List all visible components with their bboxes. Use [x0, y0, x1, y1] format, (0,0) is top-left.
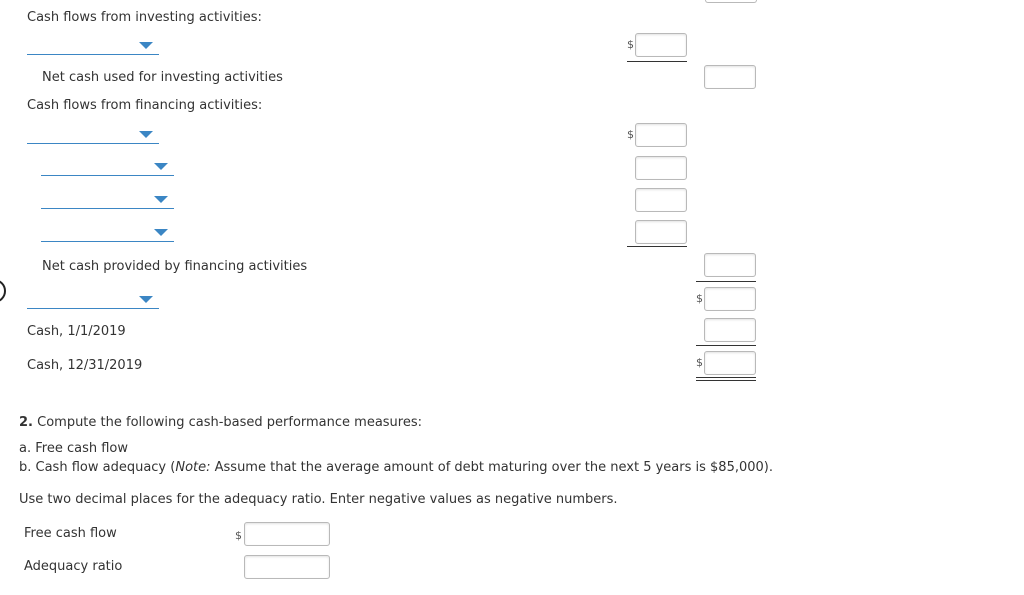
- question-prompt-text: Compute the following cash-based performance measures:: [37, 415, 423, 430]
- cropped-input-top: [705, 0, 757, 3]
- chevron-down-icon: [139, 296, 153, 303]
- financing-amount-input-1[interactable]: [635, 123, 687, 147]
- item-b-note-label: Note:: [175, 460, 211, 475]
- investing-underline: [627, 61, 687, 62]
- cash-end-input[interactable]: [704, 351, 756, 375]
- question-item-a: a. Free cash flow: [19, 441, 128, 456]
- net-investing-input[interactable]: [704, 65, 756, 89]
- cash-begin-underline: [696, 345, 756, 346]
- cash-end-label: Cash, 12/31/2019: [27, 358, 143, 373]
- chevron-down-icon: [139, 131, 153, 138]
- financing-dropdown-1[interactable]: [27, 127, 159, 144]
- financing-underline: [627, 246, 687, 247]
- adequacy-ratio-label: Adequacy ratio: [24, 559, 123, 574]
- financing-amount-input-4[interactable]: [635, 220, 687, 244]
- currency-symbol: $: [696, 292, 703, 305]
- net-financing-underline: [696, 281, 756, 282]
- financing-header: Cash flows from financing activities:: [27, 98, 263, 113]
- net-change-input[interactable]: [704, 287, 756, 311]
- question-item-b: [19, 460, 773, 475]
- question-instructions: Use two decimal places for the adequacy ratio. Enter negative values as negative numbers.: [19, 492, 618, 507]
- chevron-down-icon: [154, 163, 168, 170]
- question-number: 2.: [19, 415, 33, 430]
- chevron-down-icon: [154, 196, 168, 203]
- adequacy-ratio-input[interactable]: [244, 555, 330, 579]
- investing-header: Cash flows from investing activities:: [27, 10, 262, 25]
- question-2-prompt: [19, 415, 422, 430]
- financing-dropdown-2[interactable]: [41, 159, 174, 176]
- partial-circle-icon: [0, 279, 6, 303]
- currency-symbol: $: [627, 38, 634, 51]
- net-change-dropdown[interactable]: [27, 292, 159, 309]
- net-financing-label: Net cash provided by financing activities: [42, 259, 308, 274]
- item-b-suffix: Assume that the average amount of debt maturing over the next 5 years is $85,000).: [210, 460, 773, 475]
- item-b-prefix: b. Cash flow adequacy (: [19, 460, 176, 475]
- chevron-down-icon: [139, 42, 153, 49]
- financing-amount-input-2[interactable]: [635, 156, 687, 180]
- cash-begin-label: Cash, 1/1/2019: [27, 324, 126, 339]
- currency-symbol: $: [627, 128, 634, 141]
- free-cash-flow-input[interactable]: [244, 522, 330, 546]
- currency-symbol: $: [235, 529, 242, 542]
- chevron-down-icon: [154, 229, 168, 236]
- financing-dropdown-4[interactable]: [41, 225, 174, 242]
- cash-begin-input[interactable]: [704, 318, 756, 342]
- financing-dropdown-3[interactable]: [41, 192, 174, 209]
- financing-amount-input-3[interactable]: [635, 188, 687, 212]
- investing-dropdown[interactable]: [27, 38, 159, 55]
- net-financing-input[interactable]: [704, 253, 756, 277]
- investing-amount-input[interactable]: [635, 33, 687, 57]
- cash-end-double-underline: [696, 377, 756, 381]
- free-cash-flow-label: Free cash flow: [24, 526, 117, 541]
- currency-symbol: $: [696, 356, 703, 369]
- net-investing-label: Net cash used for investing activities: [42, 70, 283, 85]
